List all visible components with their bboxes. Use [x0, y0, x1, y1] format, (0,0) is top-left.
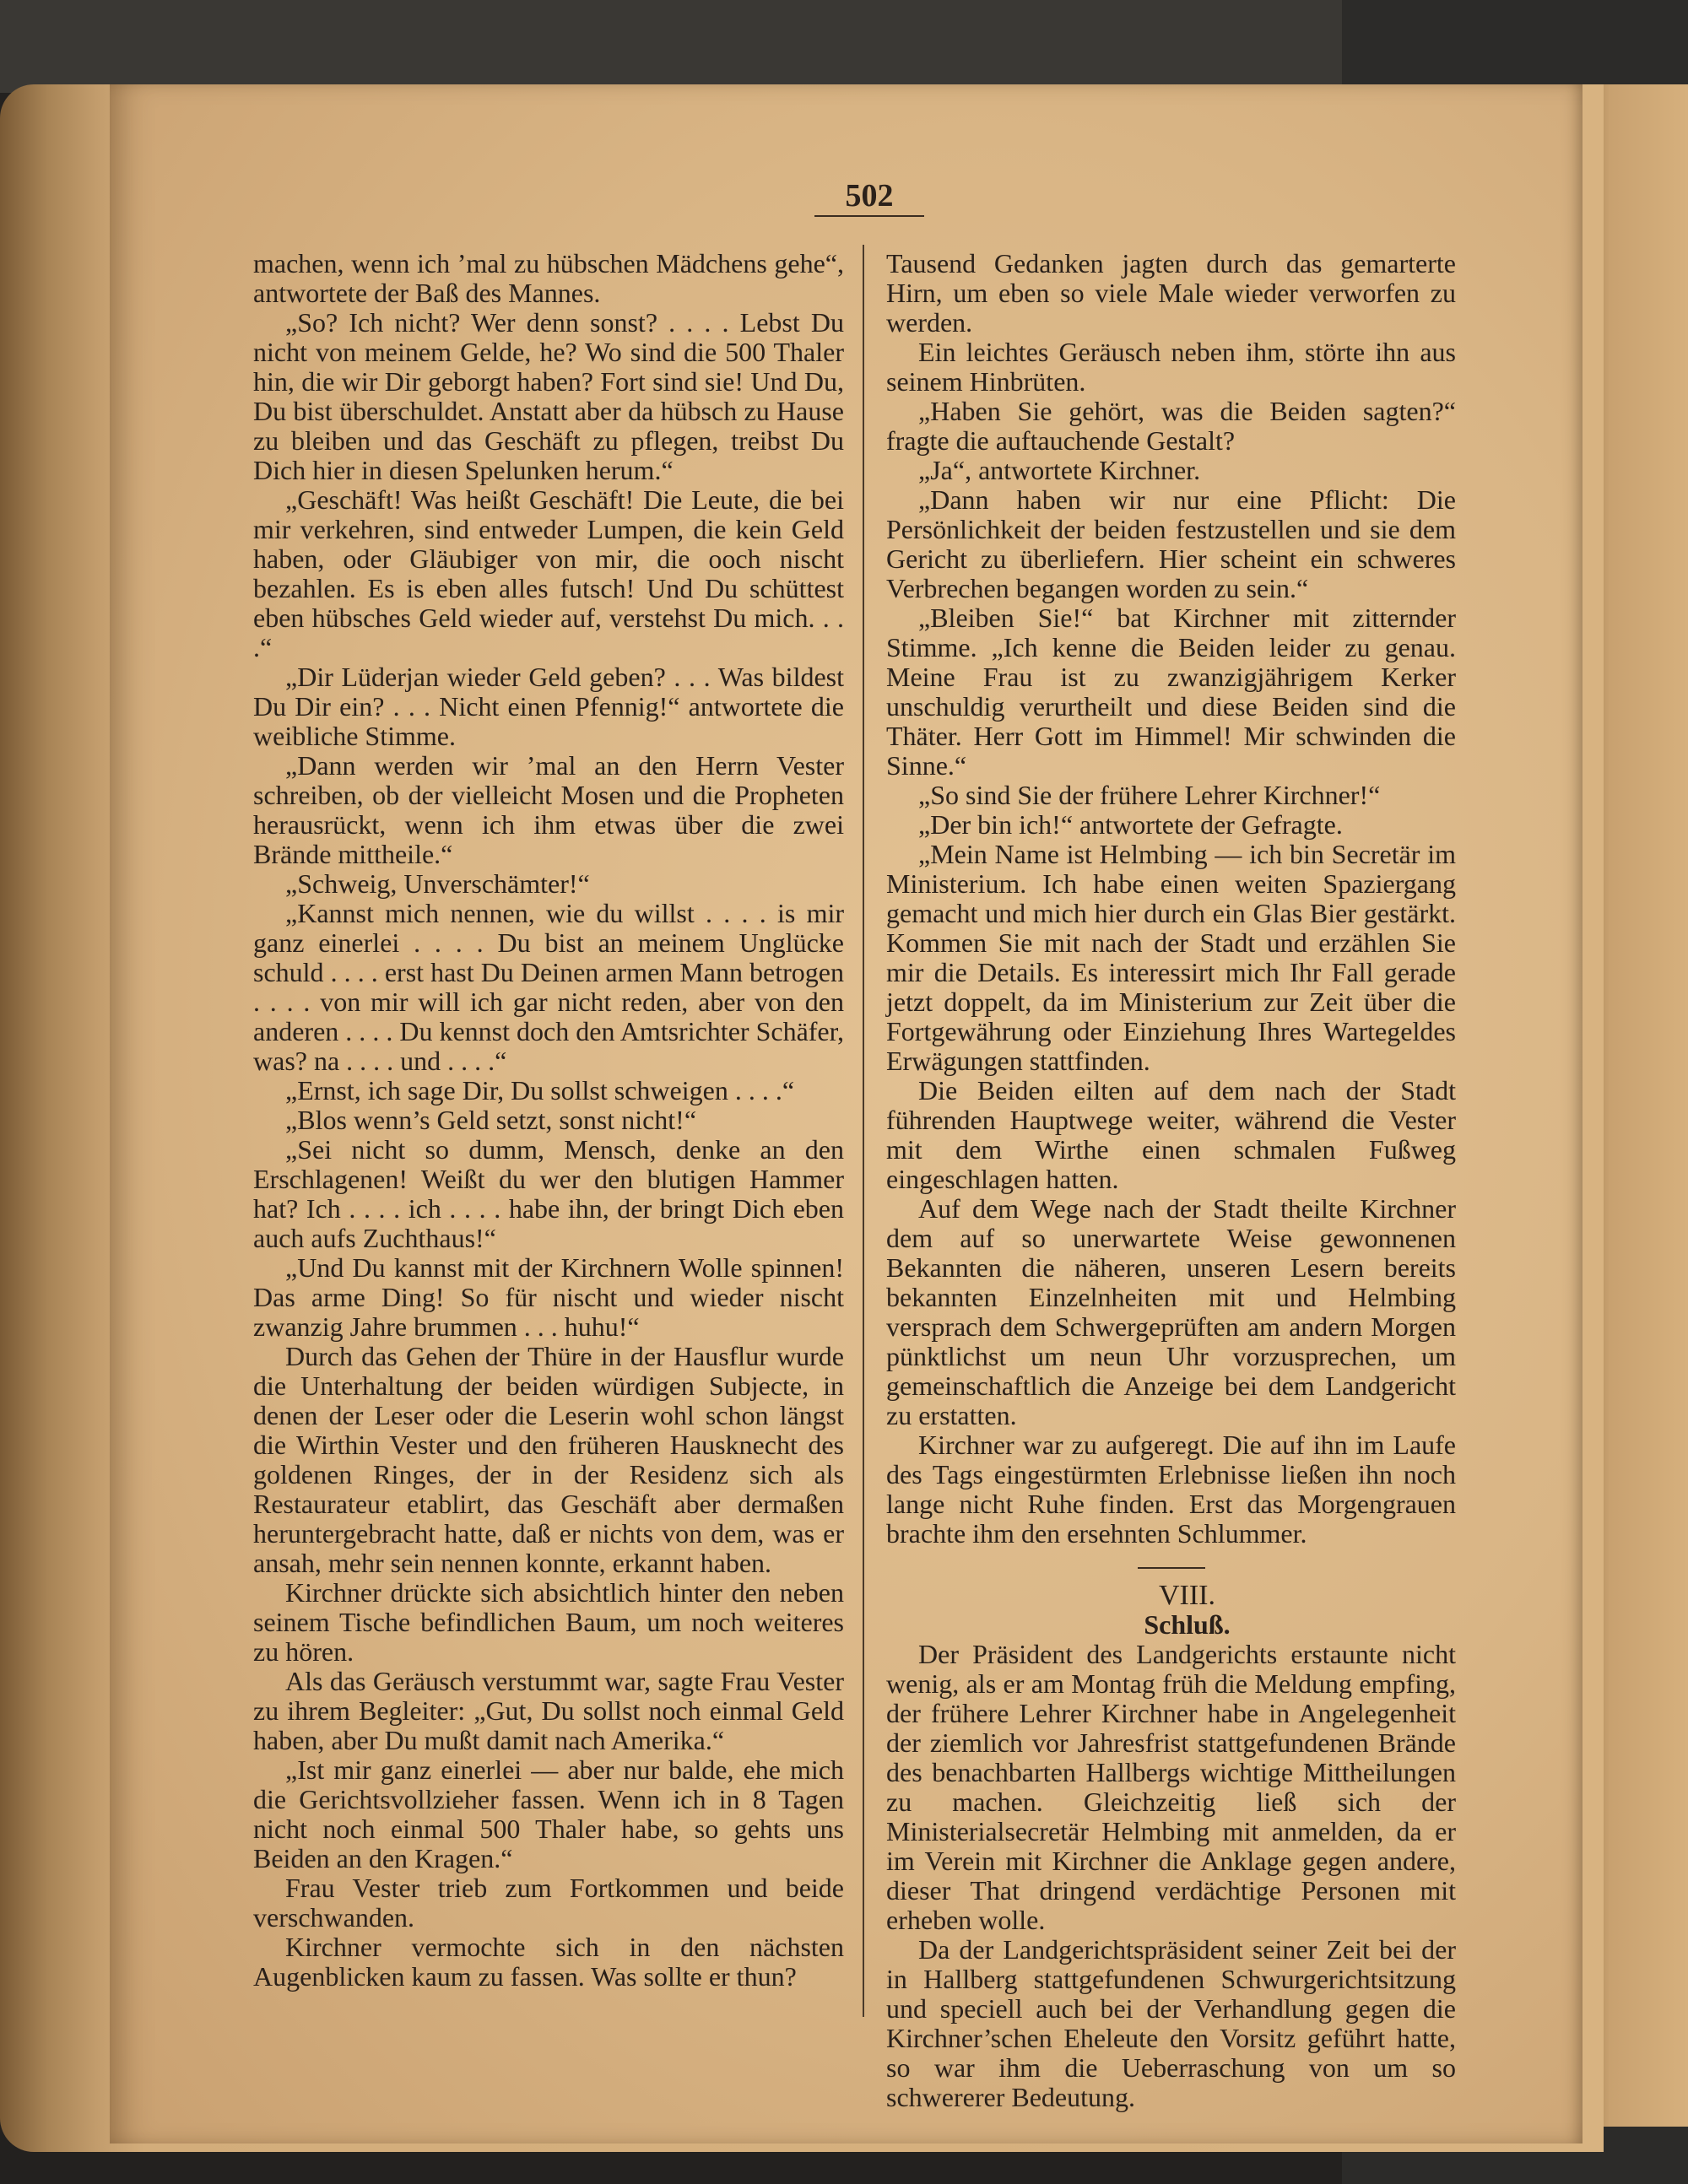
paragraph: Auf dem Wege nach der Stadt theilte Kirchner dem auf so unerwartete Weise gewonnenen Bekannten die näheren, unseren Lesern bereits bekannten Einzelnheiten mit und Helmbing versprach dem Schwergeprüften am andern Morgen pünktlichst um neun Uhr vorzusprechen, um gemeinschaftlich die Anzeige bei dem Landgericht zu erstatten.	[886, 1193, 1456, 1430]
section-rule	[1138, 1567, 1205, 1569]
paragraph: Tausend Gedanken jagten durch das gemarterte Hirn, um eben so viele Male wieder verworfen zu werden.	[886, 248, 1456, 338]
left-column	[253, 249, 844, 1992]
paragraph: Die Beiden eilten auf dem nach der Stadt führenden Hauptwege weiter, während die Vester mit dem Wirthe einen schmalen Fußweg eingeschlagen hatten.	[886, 1075, 1456, 1194]
paragraph: „Dir Lüderjan wieder Geld geben? . . . Was bildest Du Dir ein? . . . Nicht einen Pfennig!“ antwortete die weibliche Stimme.	[253, 662, 844, 751]
paragraph: „Haben Sie gehört, was die Beiden sagten?“ fragte die auftauchende Gestalt?	[886, 396, 1456, 456]
paragraph: „Dann haben wir nur eine Pflicht: Die Persönlichkeit der beiden festzustellen und sie dem Gericht zu überliefern. Hier scheint ein schweres Verbrechen begangen worden zu sein.“	[886, 484, 1456, 603]
paragraph: Ein leichtes Geräusch neben ihm, störte ihn aus seinem Hinbrüten.	[886, 337, 1456, 397]
paragraph: „So? Ich nicht? Wer denn sonst? . . . . Lebst Du nicht von meinem Gelde, he? Wo sind die 500 Thaler hin, die wir Dir geborgt haben? Fort sind sie! Und Du, Du bist überschuldet. Anstatt aber da hübsch zu Hause zu bleiben und das Geschäft zu pflegen, treibst Du Dich hier in diesen Spelunken herum.“	[253, 307, 844, 485]
paragraph: Kirchner vermochte sich in den nächsten Augenblicken kaum zu fassen. Was sollte er thun?	[253, 1932, 844, 1992]
paragraph: Als das Geräusch verstummt war, sagte Frau Vester zu ihrem Begleiter: „Gut, Du sollst noch einmal Geld haben, aber Du mußt damit nach Amerika.“	[253, 1666, 844, 1755]
paragraph: „Geschäft! Was heißt Geschäft! Die Leute, die bei mir verkehren, sind entweder Lumpen, die kein Geld haben, oder Gläubiger von mir, die ooch nischt bezahlen. Es is eben alles futsch! Und Du schüttest eben hübsches Geld wieder auf, verstehst Du mich. . . .“	[253, 484, 844, 662]
paragraph: „Sei nicht so dumm, Mensch, denke an den Erschlagenen! Weißt du wer den blutigen Hammer hat? Ich . . . . ich . . . . habe ihn, der bringt Dich eben auch aufs Zuchthaus!“	[253, 1134, 844, 1253]
paragraph: Der Präsident des Landgerichts erstaunte nicht wenig, als er am Montag früh die Meldung empfing, der frühere Lehrer Kirchner habe in Angelegenheit der ziemlich vor Jahresfrist stattgefundenen Brände des benachbarten Hallbergs wichtige Mittheilungen zu machen. Gleichzeitig ließ sich der Ministerialsecretär Helmbing mit anmelden, da er im Verein mit Kirchner die Anklage gegen andere, dieser That dringend verdächtige Personen mit erheben wolle.	[886, 1639, 1456, 1935]
paragraph: „Mein Name ist Helmbing — ich bin Secretär im Ministerium. Ich habe einen weiten Spaziergang gemacht und mich hier durch ein Glas Bier gestärkt. Kommen Sie mit nach der Stadt und erzählen Sie mir die Details. Es interessirt mich Ihr Fall gerade jetzt doppelt, da im Ministerium zur Zeit über die Fortgewährung oder Einziehung Ihres Wartegeldes Erwägungen stattfinden.	[886, 839, 1456, 1076]
paragraph: Durch das Gehen der Thüre in der Hausflur wurde die Unterhaltung der beiden würdigen Subjecte, in denen der Leser oder die Leserin wohl schon längst die Wirthin Vester und den früheren Hausknecht des goldenen Ringes, der in der Residenz sich als Restaurateur etablirt, das Geschäft aber dermaßen heruntergebracht hatte, daß er nichts von dem, was er ansah, mehr sein nennen konnte, erkannt haben.	[253, 1341, 844, 1578]
right-column	[886, 249, 1456, 2112]
paragraph: Kirchner war zu aufgeregt. Die auf ihn im Laufe des Tags eingestürmten Erlebnisse ließen ihn noch lange nicht Ruhe finden. Erst das Morgengrauen brachte ihm den ersehnten Schlummer.	[886, 1430, 1456, 1549]
paragraph: „Bleiben Sie!“ bat Kirchner mit zitternder Stimme. „Ich kenne die Beiden leider zu genau. Meine Frau ist zu zwanzigjährigem Kerker unschuldig verurtheilt und diese Beiden sind die Thäter. Herr Gott im Himmel! Mir schwinden die Sinne.“	[886, 603, 1456, 781]
paragraph: „Kannst mich nennen, wie du willst . . . . is mir ganz einerlei . . . . Du bist an meinem Unglücke schuld . . . . erst hast Du Deinen armen Mann betrogen . . . . von mir will ich gar nicht reden, aber von den anderen . . . . Du kennst doch den Amtsrichter Schäfer, was? na . . . . und . . . .“	[253, 898, 844, 1076]
paragraph: „Blos wenn’s Geld setzt, sonst nicht!“	[285, 1105, 697, 1135]
paragraph: „Schweig, Unverschämter!“	[285, 868, 590, 899]
paragraph: „Der bin ich!“ antwortete der Gefragte.	[918, 809, 1343, 840]
paragraph: „Ja“, antwortete Kirchner.	[918, 455, 1201, 485]
paragraph: „Ernst, ich sage Dir, Du sollst schweigen . . . .“	[285, 1075, 795, 1106]
section-title: Schluß.	[1144, 1609, 1231, 1640]
paragraph: „Und Du kannst mit der Kirchnern Wolle spinnen! Das arme Ding! So für nischt und wieder nischt zwanzig Jahre brummen . . . huhu!“	[253, 1252, 844, 1342]
page-number: 502	[845, 178, 894, 214]
paragraph: „Dann werden wir ’mal an den Herrn Vester schreiben, ob der vielleicht Mosen und die Propheten herausrückt, wenn ich ihm etwas über die zwei Brände mittheile.“	[253, 750, 844, 869]
paragraph: Da der Landgerichtspräsident seiner Zeit bei der in Hallberg stattgefundenen Schwurgerichtsitzung und speciell auch bei der Verhandlung gegen die Kirchner’schen Eheleute den Vorsitz geführt hatte, so war ihm die Ueberraschung von um so schwererer Bedeutung.	[886, 1934, 1456, 2112]
paragraph: machen, wenn ich ’mal zu hübschen Mädchens gehe“, antwortete der Baß des Mannes.	[253, 248, 844, 308]
paragraph: „So sind Sie der frühere Lehrer Kirchner!“	[918, 780, 1381, 810]
header-rule	[814, 215, 924, 217]
column-divider	[863, 245, 864, 2017]
paragraph: Kirchner drückte sich absichtlich hinter den neben seinem Tische befindlichen Baum, um noch weiteres zu hören.	[253, 1577, 844, 1667]
paragraph: Frau Vester trieb zum Fortkommen und beide verschwanden.	[253, 1873, 844, 1933]
paragraph: „Ist mir ganz einerlei — aber nur balde, ehe mich die Gerichtsvollzieher fassen. Wenn ich in 8 Tagen nicht noch einmal 500 Thaler habe, so gehts uns Beiden an den Kragen.“	[253, 1754, 844, 1873]
section-number: VIII.	[1158, 1580, 1216, 1611]
